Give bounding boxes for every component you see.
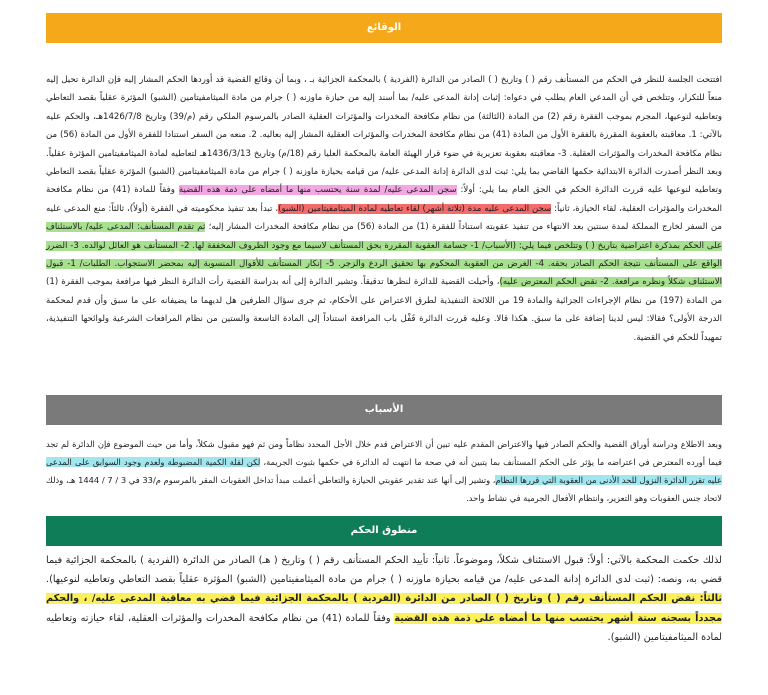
verdict-header-bar: [46, 516, 722, 546]
reasons-text-2: ، وتشير إلى أنها عند تقدير عقوبتي الحيازة والتعاطي أعملت مبدأ تداخل العقوبات المقر بالمرسوم م/33 في 3 / 7 / 1444 هـ، وذلك لاتحاد جنس العقوبات وهو التعزير، وانتظام الأفعال الجرمية في نشاط واحد.: [46, 475, 722, 503]
facts-text-3: ، تبدأ بعد تنفيذ محكوميته في الفقرة (أولاً)، ثالثاً: منع المدعى عليه من السفر لخارج المملكة لمدة سنتين بعد الانتهاء من تنفيذ عقوبته استناداً للفقرة (1) من المادة (56) من نظام مكافحة المخدرات المشار إليه؛: [46, 203, 722, 233]
verdict-text-2: وفقاً للمادة (41) من نظام مكافحة المخدرات والمؤثرات العقلية، لقاء حيازته وتعاطيه لمادة الميثامفيتامين (الشبو).: [46, 612, 722, 643]
facts-text-1: افتتحت الجلسة للنظر في الحكم من المستأنف رقم ( ) وتاريخ ( ) الصادر من الدائرة (الفردية ) بالمحكمة الجزائية بـ ، وبما أن وقائع القضية قد أوردها الحكم المشار إليه فإن الدائرة تحيل إليه منعاً للتكرار، وتتلخص في أن المدعي العام يطلب في دعواه: إثبات إدانة المدعى عليه/ بما أسند إليه من حيازة ماوزنه ( ) جرام من مادة الميثامفيتامين (الشبو) المؤثرة عقلياً بقصد التعاطي وتعاطيه لنوعيها، المجرم بموجب الفقرة رقم (2) من المادة (الثالثة) من نظام مكافحة المخدرات والمؤثرات العقلية الصادر بالمرسوم الملكي رقم (م/39) وتاريخ 1426/7/8هـ، والحكم عليه بالآتي: 1. معاقبته بالعقوبة المقررة بالفقرة الأول من المادة (41) من نظام مكافحة المخدرات والمؤثرات العقلية المشار إليه بعاليه. 2. منعه من السفر استنادا للفقرة الأول من المادة (56) من نظام مكافحة المخدرات والمؤثرات العقلية. 3- معاقبته بعقوبة تعزيرية في ضوء قرار الهيئة العامة بالمحكمة العليا رقم (18/م) وتاريخ 1436/3/13هـ لتعاطيه لمادة الميثامفيتامين المؤثرة عقلياً. وبعد النظر أصدرت الدائرة الابتدائية حكمها القاضي بما يلي: ثبت لدى الدائرة إدانة المدعى عليه/ من قيامه بحيازة ماوزنه ( ) جرام من مادة الميثامفيتامين (الشبو) المؤثرة عقلياً بقصد التعاطي وتعاطيه لنوعيها عليه قررت الدائرة الحكم في الحق العام بما يلي: أولاً:: [46, 75, 723, 196]
facts-highlight-prison-sentence: سجن المدعى عليه/ لمدة سنة يحتسب منها ما أمضاه على ذمة هذه القضية: [178, 185, 457, 196]
facts-title: الوقائع: [366, 22, 402, 33]
reasons-title: الأسباب: [364, 404, 404, 415]
reasons-text-1: وبعد الاطلاع ودراسة أوراق القضية والحكم الصادر فيها والاعتراض المقدم عليه تبين أن الاعتراض قدم خلال الأجل المحدد نظاماً ومن ثم فهو مقبول شكلاً، وأما من حيث الموضوع فإن الدائرة لم تجد فيما أورده المعترض في اعتراضه ما يؤثر على الحكم المستأنف بما يتبين أنه في صحة ما انتهت له الدائرة في حكمها بثبوت الجريمة،: [46, 439, 722, 467]
facts-paragraph: [46, 71, 722, 347]
verdict-paragraph: [46, 551, 722, 647]
facts-text-4: ، وأحيلت القضية للدائرة لنظرها تدقيقاً. وتشير الدائرة إلى أنه بدراسة القضية رأت الدائرة النظر فيها مرافعة بموجب الفقرة (1) من المادة (197) من نظام الإجراءات الجزائية والمادة 19 من اللائحة التنفيذية لطرق الاعتراض على الأحكام، ثم جرى سؤال الطرفين هل لديهما ما يضيفانه على ما سبق وأن قدم لمحكمة الدرجة الأولى؟ فقالا: ليس لدينا إضافة على ما سبق. هكذا قالا. وعليه قررت الدائرة قَفْل باب المرافعة استناداً إلى المادة التاسعة والستين من نظام المرافعات الشرعية ولوائحها التنفيذية، تمهيداً للحكم في القضية.: [46, 277, 722, 343]
facts-highlight-usage-sentence: سجن المدعى عليه مدة (ثلاثة أشهر) لقاء تعاطيه لمادة الميثامفيتامين (الشبو): [278, 203, 552, 214]
facts-text-2: وفقاً للمادة (41) من نظام مكافحة المخدرات والمؤثرات العقلية، لقاء الحيازة، ثانياً:: [46, 185, 722, 214]
verdict-title: منطوق الحكم: [350, 525, 418, 536]
verdict-text-1: لذلك حكمت المحكمة بالآتي: أولاً: قبول الاستئناف شكلاً، وموضوعاً. ثانياً: تأييد الحكم المستأنف رقم ( ) وتاريخ ( هـ) الصادر من الدائرة (الفردية ) بالمحكمة الجزائية فيما قضي به، ونصه: (ثبت لدى الدائرة إدانة المدعى عليه/ من قيامه بحيازة ماوزنه ( ) جرام من مادة الميثامفيتامين (الشبو) المؤثرة عقلياً بقصد التعاطي وتعاطيه لنوعيها).: [46, 555, 722, 586]
verdict-highlight-revision: ثالثاً: نقض الحكم المستأنف رقم ( ) وتاريخ ( ) الصادر من الدائرة (الفردية ) بالمحكمة الجزائية فيما قضي به معاقبة المدعى عليه/ ، والحكم مجدداً بسجنه ستة أشهر يحتسب منها ما أمضاه على ذمة هذه القضية: [46, 593, 722, 624]
reasons-header-bar: [46, 395, 722, 425]
reasons-highlight-reduction: لكن لقلة الكمية المضبوطة ولعدم وجود السوابق على المدعى عليه تقرر الدائرة النزول للحد الأدنى من العقوبة التي قررها النظام: [46, 457, 723, 485]
facts-highlight-appeal: ثم تقدم المستأنف: المدعى عليه/ بالاستئناف على الحكم بمذكرة اعتراضية بتاريخ ( ) وتتلخص فيما يلي: (الأسباب/ 1- جسامة العقوبة المقررة بحق المستأنف لاسيما مع وجود الظروف المخففة لها. 2- المستأنف هو العائل لوالده. 3- الضرر الواقع على المستأنف نتيجة الحكم الصادر بحقه. 4- الغرض من العقوبة المحكوم بها تحقيق الردع والزجر. 5- إنكار المستأنف للأقوال المنسوبة إليه بمحضر الاستجواب. الطلبات/ 1- قبول الاستئناف شكلاً ونظره مرافعة. 2- نقض الحكم المعترض عليه): [46, 222, 723, 288]
facts-header-bar: [46, 13, 722, 43]
reasons-paragraph: [46, 435, 722, 507]
